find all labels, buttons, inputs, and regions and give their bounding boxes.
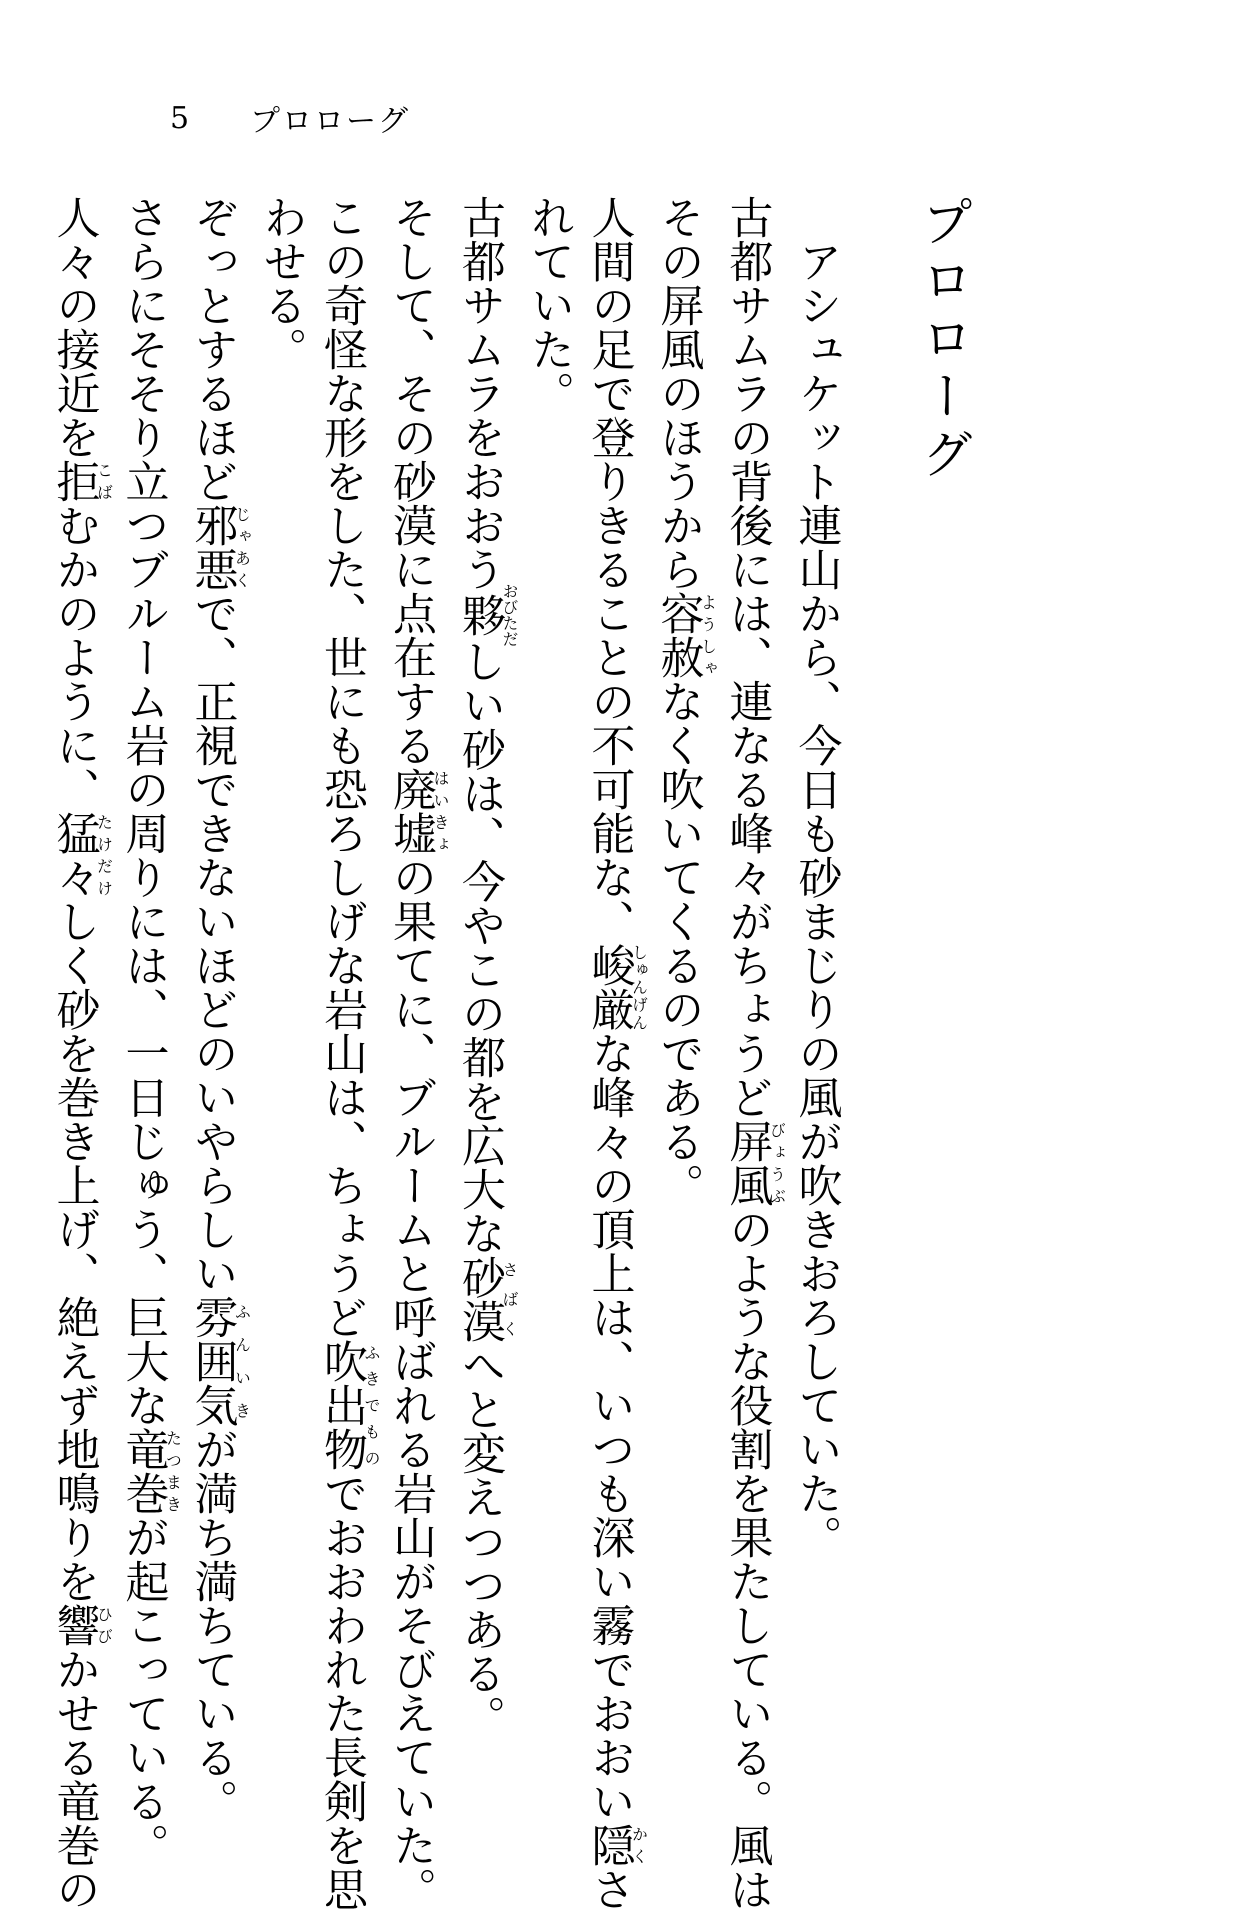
text-line: 古都サムラをおおう夥おびただしい砂は、今やこの都を広大な砂漠さばくへと変えつつある。 bbox=[454, 195, 519, 1739]
text-line: わせる。 bbox=[255, 195, 307, 371]
page-header bbox=[170, 98, 410, 138]
text-line: さらにそそり立つブルーム岩の周りには、一日じゅう、巨大な竜巻たつまきが起こっている。 bbox=[117, 195, 183, 1867]
chapter-title: プロローグ bbox=[912, 195, 972, 485]
paragraph bbox=[250, 195, 519, 1911]
page-number: 5 bbox=[170, 100, 190, 136]
text-line: この奇怪な形をした、世にも恐ろしげな岩山は、ちょうど吹出物ふきでものでおおわれた長剣を思 bbox=[316, 195, 381, 1911]
text-line: 人間の足で登りきることの不可能な、峻厳しゅんげんな峰々の頂上は、いつも深い霧でおおい隠かくさ bbox=[583, 195, 649, 1911]
text-line: その屏風のほうから容赦ようしゃなく吹いてくるのである。 bbox=[652, 195, 718, 1207]
paragraph bbox=[518, 195, 846, 1911]
text-line: そして、その砂漠に点在する廃墟はいきょの果てに、ブルームと呼ばれる岩山がそびえていた。 bbox=[385, 195, 450, 1911]
text-line: アシュケット連山から、今日も砂まじりの風が吹きおろしていた。 bbox=[790, 239, 842, 1559]
text-line: 人々の接近を拒こばむかのように、猛々たけだけしく砂を巻き上げ、絶えず地鳴りを響ひびかせる竜巻の bbox=[48, 195, 114, 1911]
text-line: ぞっとするほど邪悪じゃあくで、正視できないほどのいやらしい雰囲気ふんいきが満ち満ちている。 bbox=[186, 195, 252, 1823]
running-head: プロローグ bbox=[250, 104, 410, 139]
text-line: れていた。 bbox=[523, 195, 574, 415]
body-text bbox=[43, 195, 972, 1911]
paragraph bbox=[43, 195, 252, 1911]
text-line: 古都サムラの背後には、連なる峰々がちょうど屏風びょうぶのような役割を果たしている。風は bbox=[721, 195, 787, 1911]
